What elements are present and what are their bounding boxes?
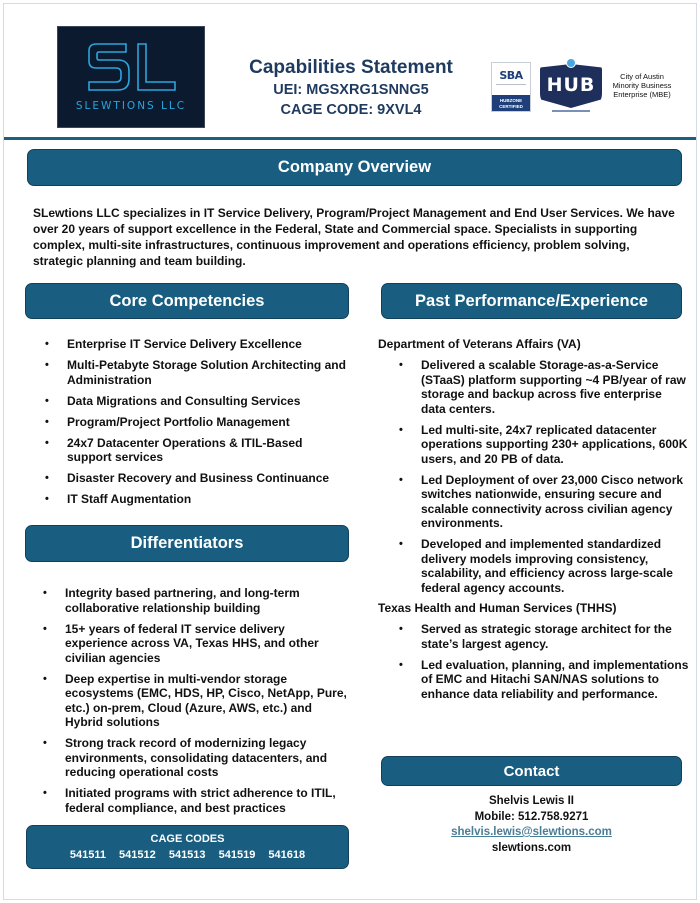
- sba-label: SBA: [499, 69, 523, 82]
- contact-heading: Contact: [381, 756, 682, 786]
- cage-codes-heading: CAGE CODES: [150, 833, 225, 845]
- mbe-line-3: Enterprise (MBE): [613, 90, 671, 99]
- list-item: • Data Migrations and Consulting Services: [45, 394, 350, 409]
- texas-hub-badge: [538, 58, 604, 118]
- list-item: • 15+ years of federal IT service delivery experience across VA, Texas HHS, and other civilian agencies: [43, 622, 348, 666]
- sl-monogram-icon: [86, 41, 178, 95]
- list-item: • 24x7 Datacenter Operations & ITIL-Based support services: [45, 436, 350, 465]
- list-item: • Program/Project Portfolio Management: [45, 415, 350, 430]
- contact-email-link[interactable]: shelvis.lewis@slewtions.com: [451, 826, 612, 838]
- org-name-va: Department of Veterans Affairs (VA): [378, 337, 581, 351]
- contact-mobile: Mobile: 512.758.9271: [474, 810, 589, 823]
- hub-label: HUB: [546, 74, 596, 96]
- org-name-thhs: Texas Health and Human Services (THHS): [378, 601, 617, 615]
- cage-codes-list: [27, 849, 348, 862]
- va-experience-list: [399, 358, 689, 602]
- sba-hubzone-badge: [491, 62, 531, 112]
- cage-code-item: 541511: [69, 849, 106, 861]
- texas-seal-icon: [566, 58, 576, 68]
- mbe-line-2: Minority Business: [612, 81, 672, 90]
- cage-code: CAGE CODE: 9XVL4: [280, 102, 422, 118]
- thhs-experience-list: [399, 622, 689, 708]
- differentiators-heading: Differentiators: [25, 525, 349, 562]
- differentiators-list: [43, 586, 348, 822]
- logo-company-name: SLEWTIONS LLC: [75, 100, 187, 112]
- past-performance-heading: Past Performance/Experience: [381, 283, 682, 319]
- hubzone-certified-label: HUBZONE CERTIFIED: [492, 95, 530, 111]
- list-item: • Multi-Petabyte Storage Solution Architecting and Administration: [45, 358, 350, 387]
- list-item: • IT Staff Augmentation: [45, 492, 350, 507]
- title-block: [236, 56, 466, 120]
- list-item: • Strong track record of modernizing legacy environments, consolidating datacenters, and reducing operational costs: [43, 736, 348, 780]
- page-title: Capabilities Statement: [249, 57, 453, 78]
- company-logo: [57, 26, 205, 128]
- cage-code-item: 541519: [218, 849, 256, 861]
- list-item: • Enterprise IT Service Delivery Excellence: [45, 337, 350, 352]
- contact-details: [381, 794, 682, 856]
- list-item: • Deep expertise in multi-vendor storage ecosystems (EMC, HDS, HP, Cisco, NetApp, Pure, etc.) on-prem, Cloud (Azure, AWS, etc.) and Hybrid solutions: [43, 672, 348, 730]
- list-item: • Initiated programs with strict adherence to ITIL, federal compliance, and best practices: [43, 786, 348, 815]
- cage-codes-box: [26, 825, 349, 869]
- contact-name: Shelvis Lewis II: [488, 795, 574, 807]
- mbe-line-1: City of Austin: [620, 72, 664, 81]
- list-item: • Led Deployment of over 23,000 Cisco network switches nationwide, ensuring secure and scalable connectivity across civilian agency environments.: [399, 473, 689, 531]
- company-overview-text: SLewtions LLC specializes in IT Service Delivery, Program/Project Management and End User Services. We have over 20 years of support excellence in the Federal, State and Commercial space. Specialists in supporting complex, multi-site infrastructures, continuous improvement and operations efficiency, problem solving, strategic planning and team building.: [33, 206, 675, 268]
- uei-number: UEI: MGSXRG1SNNG5: [273, 82, 429, 98]
- core-competencies-heading: Core Competencies: [25, 283, 349, 319]
- contact-website: slewtions.com: [491, 841, 572, 854]
- cage-code-item: 541512: [119, 849, 156, 861]
- mbe-certification: [611, 72, 673, 99]
- list-item: • Disaster Recovery and Business Continuance: [45, 471, 350, 486]
- sba-divider: [496, 84, 526, 90]
- cage-code-item: 541513: [168, 849, 206, 861]
- list-item: • Led multi-site, 24x7 replicated datacenter operations supporting 230+ applications, 600K users, and 20 PB of data.: [399, 423, 689, 467]
- hub-url-line: [552, 110, 590, 112]
- list-item: • Served as strategic storage architect for the state’s largest agency.: [399, 622, 689, 651]
- list-item: • Integrity based partnering, and long-term collaborative relationship building: [43, 586, 348, 615]
- list-item: • Developed and implemented standardized delivery models improving consistency, scalability, and efficiency across large-scale federal agency accounts.: [399, 537, 689, 595]
- list-item: • Delivered a scalable Storage-as-a-Service (STaaS) platform supporting ~4 PB/year of raw storage and backup across five enterprise data centers.: [399, 358, 689, 416]
- header-divider: [4, 137, 696, 140]
- company-overview-heading: Company Overview: [27, 149, 682, 186]
- list-item: • Led evaluation, planning, and implementations of EMC and Hitachi SAN/NAS solutions to enhance data reliability and performance.: [399, 658, 689, 702]
- core-competencies-list: [45, 337, 350, 513]
- cage-code-item: 541618: [268, 849, 306, 861]
